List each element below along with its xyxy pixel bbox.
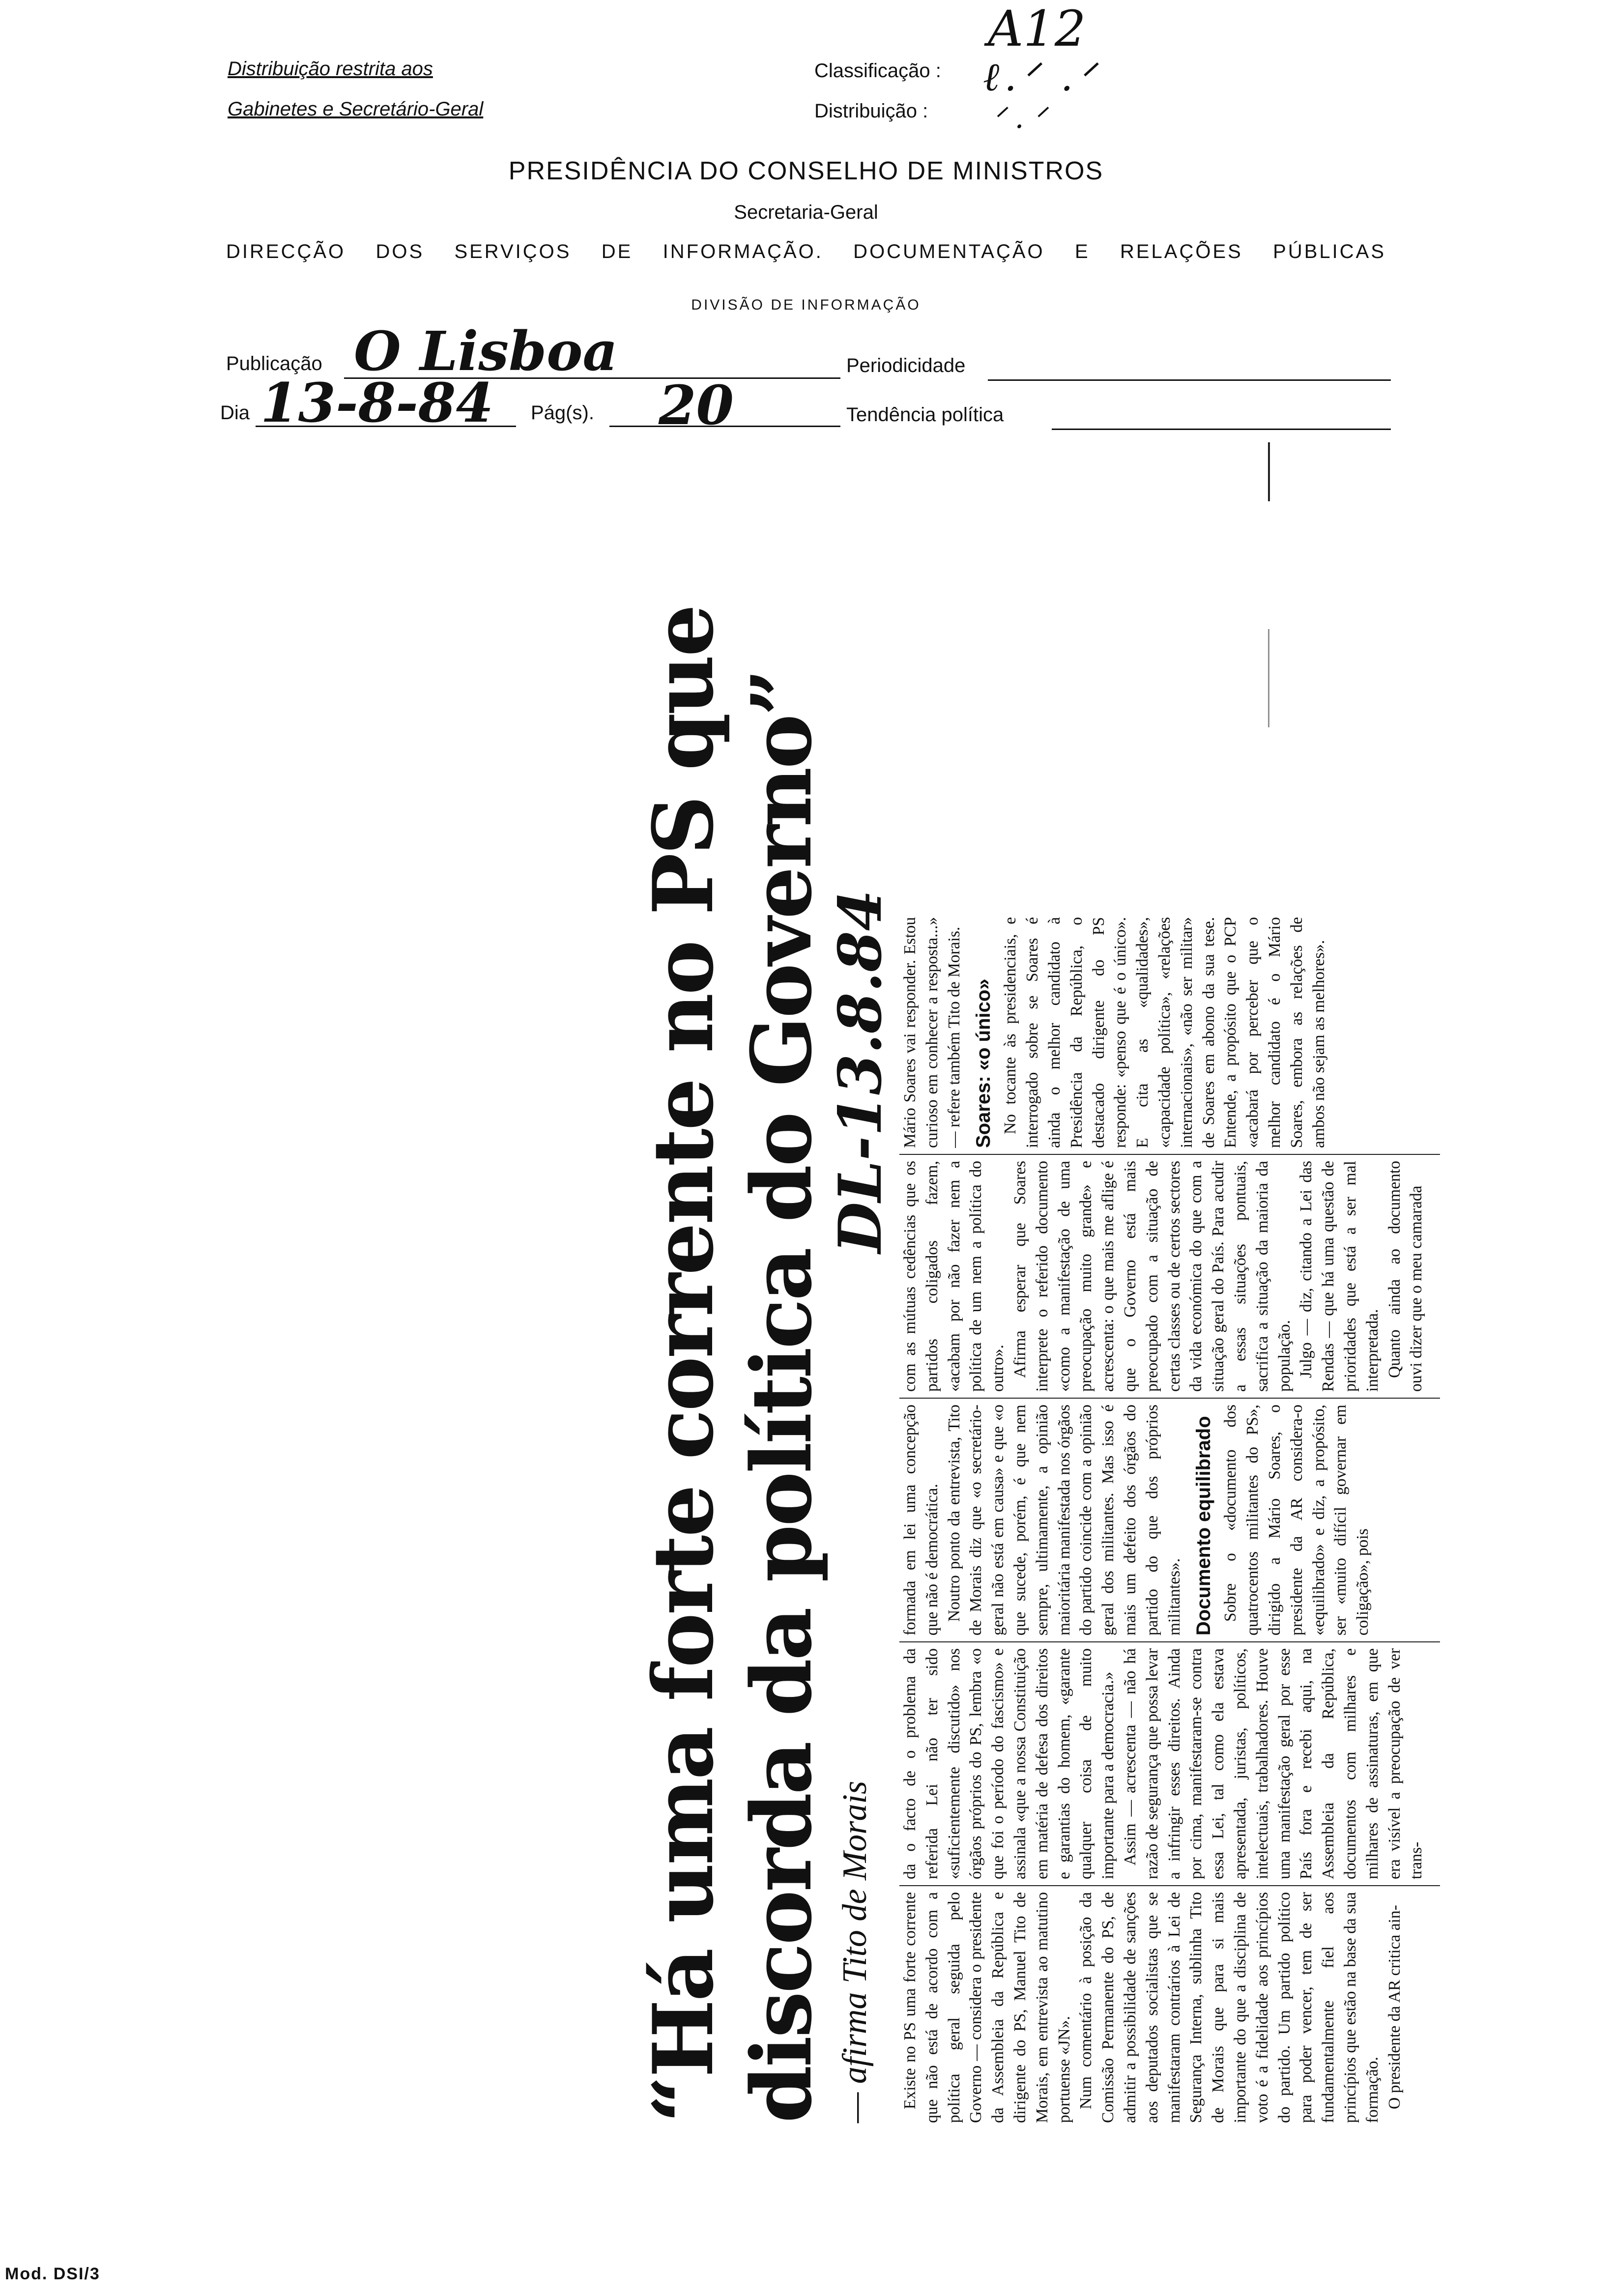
article-column-3 [899,1405,1450,1636]
article-paragraph: com as mútuas cedências que os partidos coligados fazem, «acabam por não fazer nem a política de um nem a política do outro». [901,1161,1008,1392]
column-rule [899,1885,1440,1886]
publicacao-value: O Lisboa [354,319,618,383]
article-paragraph: Julgo — diz, citando a Lei das Rendas — que há uma questão de prioridades que está a ser mal interpretada. [1297,1161,1382,1392]
corner-handwriting: A12 [988,0,1086,57]
restricted-distribution-line2: Gabinetes e Secretário-Geral [228,98,484,120]
direccao-line: DIRECÇÃO DOS SERVIÇOS DE INFORMAÇÃO. DOCUMENTAÇÃO E RELAÇÕES PÚBLICAS [226,241,1386,262]
tendencia-underline [1052,429,1391,430]
article-paragraph: No tocante às presidenciais, e interrogado sobre se Soares é ainda o melhor candidato à Presidência da República, o destacado dirigente do PS responde: «penso que é o único». E cita as «qualidades», «capacidade política», «relações internacionais», «não ser militar» de Soares em abono da sua tese. Entende, a propósito que o PCP «acabará por perceber que o melhor candidato é o Mário Soares, embora as relações de ambos não sejam as melhores». [1001,917,1328,1148]
column-rule [899,1641,1440,1642]
tendencia-label: Tendência política [846,404,1004,426]
article-paragraph: Quanto ainda ao documento ouvi dizer que o meu camarada [1385,1161,1426,1392]
distribuicao-label: Distribuição : [814,100,928,122]
classificacao-label: Classificação : [814,60,941,82]
pags-label: Pág(s). [531,402,594,424]
article-paragraph: Existe no PS uma forte corrente que não está de acordo com a política geral seguida pelo Governo — considera o presidente da Assembleia da República e dirigente do PS, Manuel Tito de Morais, em entrevista ao matutino portuense «JN». [901,1892,1073,2123]
publicacao-label: Publicação [226,353,322,374]
article-paragraph: Num comentário à posição da Comissão Permanente do PS, de admitir a possibilidade de sanções aos deputados socialistas que se manifestaram contrários à Lei de Segurança Interna, sublinha Tito de Morais que para si mais importante do que a disciplina de voto é a fidelidade aos princípios do partido. Um partido político para poder vencer, tem de ser fundamentalmente fiel aos princípios que estão na base da sua formação. [1077,1892,1382,2123]
column-rule [899,1398,1440,1399]
column-rule [899,1154,1440,1155]
restricted-distribution-line1: Distribuição restrita aos [228,58,433,80]
page-title: PRESIDÊNCIA DO CONSELHO DE MINISTROS [508,157,1104,185]
article-columns [899,452,1450,2123]
article-paragraph: Mário Soares vai responder. Estou curioso em conhecer a resposta...» — refere também Tito de Morais. [901,917,963,1148]
article-column-1 [899,1892,1450,2123]
divisao-line: DIVISÃO DE INFORMAÇÃO [691,297,921,313]
article-paragraph: Afirma esperar que Soares interprete o referido documento «como a manifestação de uma preocupação muito grande» e acrescenta: o que mais me aflige é que o Governo está mais preocupado com a situação de certas classes ou de certos sectores da vida económica do que com a situação geral do País. Para acudir a essas situações pontuais, sacrifica a situação da maioria da população. [1010,1161,1294,1392]
article-column-5 [899,917,1450,1148]
article-subheading: Documento equilibrado [1193,1416,1215,1636]
article-paragraph: Noutro ponto da entrevista, Tito de Morais diz que «o secretário-geral não está em causa» e que «o que sucede, porém, é que nem sempre, ultimamente, a opinião maioritária manifestada nos órgãos do partido coincide com a opinião geral dos militantes. Mas isso é mais um defeito dos órgãos do partido do que dos próprios militantes». [945,1405,1183,1636]
newspaper-clipping [624,432,1455,2143]
dia-value: 13-8-84 [260,371,493,434]
classification-scribble: ℓ.ᐟ .ᐟ [983,54,1100,100]
article-subheading: Soares: «o único» [973,978,995,1148]
article-paragraph: Sobre o «documento dos quatrocentos militantes do PS», dirigido a Mário Soares, o presidente da AR considera-o «equilibrado» e diz, a propósito, ser «muito difícil governar em coligação», pois [1221,1405,1372,1636]
pags-value: 20 [659,373,734,437]
article-hand-mark: DL-13.8.84 [826,890,895,1253]
article-headline: “Há uma forte corrente no PS que discorda da política do Governo” [634,606,830,2123]
article-paragraph: da o facto de o problema da referida Lei não ter sido «suficientemente discutido» nos órgãos próprios do PS, lembra «o que foi o período do fascismo» e assinala «que a nossa Constituição em matéria de defesa dos direitos e garantias do homem, «garante qualquer coisa de muito importante para a democracia.» [901,1648,1118,1879]
article-paragraph: O presidente da AR critica ain- [1385,1905,1404,2109]
form-code: Mod. DSI/3 [5,2265,100,2283]
page-subtitle: Secretaria-Geral [734,201,878,223]
periodicidade-underline [988,379,1391,381]
article-paragraph: Assim — acrescenta — não há razão de segurança que possa levar a infringir esses direitos. Ainda por cima, manifestaram-se contra essa Lei, tal como ela estava apresentada, juristas, políticos, intelectuais, trabalhadores. Houve uma manifestação geral por esse País fora e recebi aqui, na Assembleia da República, documentos com milhares e milhares de assinaturas, em que era visível a preocupação de ver trans- [1121,1648,1426,1879]
periodicidade-label: Periodicidade [846,355,966,376]
dia-label: Dia [220,402,250,424]
clipping-content [624,432,1455,2143]
article-column-2 [899,1648,1450,1879]
article-byline: — afirma Tito de Morais [836,1780,874,2123]
distribution-scribble: ᐟ . ᐟ [993,101,1046,135]
article-paragraph: formada em lei uma concepção que não é democrática. [901,1405,941,1636]
article-column-4 [899,1161,1450,1392]
